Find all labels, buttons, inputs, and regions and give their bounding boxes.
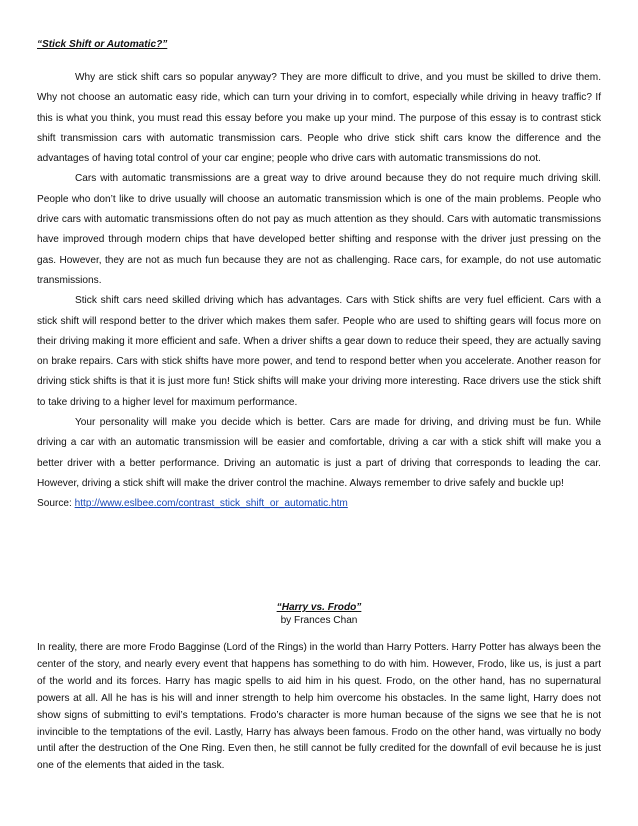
paragraph: Why are stick shift cars so popular anyway? They are more difficult to drive, and you must be skilled to drive them. Why not choose an automatic easy ride, which can turn your driving in to comfort, especially while driving in heavy traffic? If this is what you think, you must read this essay before you make up your mind. The purpose of this essay is to contrast stick shift transmission cars with automatic transmission cars. People who drive stick shift cars know the difference and the advantages of having total control of your car engine; people who drive cars with automatic transmissions do not. bbox=[37, 72, 601, 165]
byline: by Frances Chan bbox=[280, 615, 358, 626]
essay-title: “Harry vs. Frodo” bbox=[276, 602, 362, 613]
essay-stick-shift bbox=[37, 38, 601, 514]
essay-harry-vs-frodo bbox=[37, 601, 601, 775]
paragraph: Your personality will make you decide which is better. Cars are made for driving, and driving must be fun. While driving a car with an automatic transmission will be easier and comfortable, driving a car with a stick shift will make you a better driver with a better performance. Driving an automatic is just a part of driving that corresponds to leading the car. However, driving a stick shift will make the driver control the machine. Always remember to drive safely and buckle up! bbox=[37, 417, 601, 489]
paragraph: Cars with automatic transmissions are a great way to drive around because they do not require much driving skill. People who don’t like to drive usually will choose an automatic transmission which is one of the main problems. People who drive cars with automatic transmissions often do not pay as much attention as they should. Cars with automatic transmissions have improved through modern chips that have developed better shifting and response with the driver just pressing on the gas. However, they are not as much fun because they are not as challenging. Race cars, for example, do not use automatic transmissions. bbox=[37, 173, 601, 286]
source-link[interactable]: http://www.eslbee.com/contrast_stick_shift_or_automatic.htm bbox=[74, 498, 348, 510]
paragraph: Stick shift cars need skilled driving which has advantages. Cars with Stick shifts are very fuel efficient. Cars with a stick shift will respond better to the driver which makes them safer. People who are used to shifting gears will focus more on their driving making it more efficient and safe. When a driver shifts a gear down to reduce their speed, they are actually saving on brake repairs. Cars with stick shifts have more power, and tend to respond better when you accelerate. Another reason for driving stick shifts is that it is just more fun! Stick shifts will make your driving more interesting. Race drivers use the stick shift to take driving to a higher level for maximum performance. bbox=[37, 295, 601, 408]
paragraph: In reality, there are more Frodo Bagginse (Lord of the Rings) in the world than Harry Potters. Harry Potter has always been the center of the story, and nearly every event that happens has something to do with him. However, Frodo, like us, is just a part of the world and its forces. Harry has magic spells to aid him in his quest. Frodo, on the other hand, has no supernatural powers at all. All he has is his will and inner strength to help him overcome his obstacles. In the same light, Harry does not show signs of submitting to evil’s temptations. Frodo’s character is more human because of the signs we see that he is not invincible to the temptations of the evil. Lastly, Harry has always been famous. Frodo on the other hand, was virtually no body until after the destruction of the One Ring. Even then, he still cannot be fully credited for the downfall of evil because he is just one of the elements that aided in the task. bbox=[37, 642, 601, 772]
essay-title: “Stick Shift or Automatic?” bbox=[37, 39, 168, 50]
source-line bbox=[37, 494, 601, 514]
source-label: Source: bbox=[37, 498, 72, 510]
